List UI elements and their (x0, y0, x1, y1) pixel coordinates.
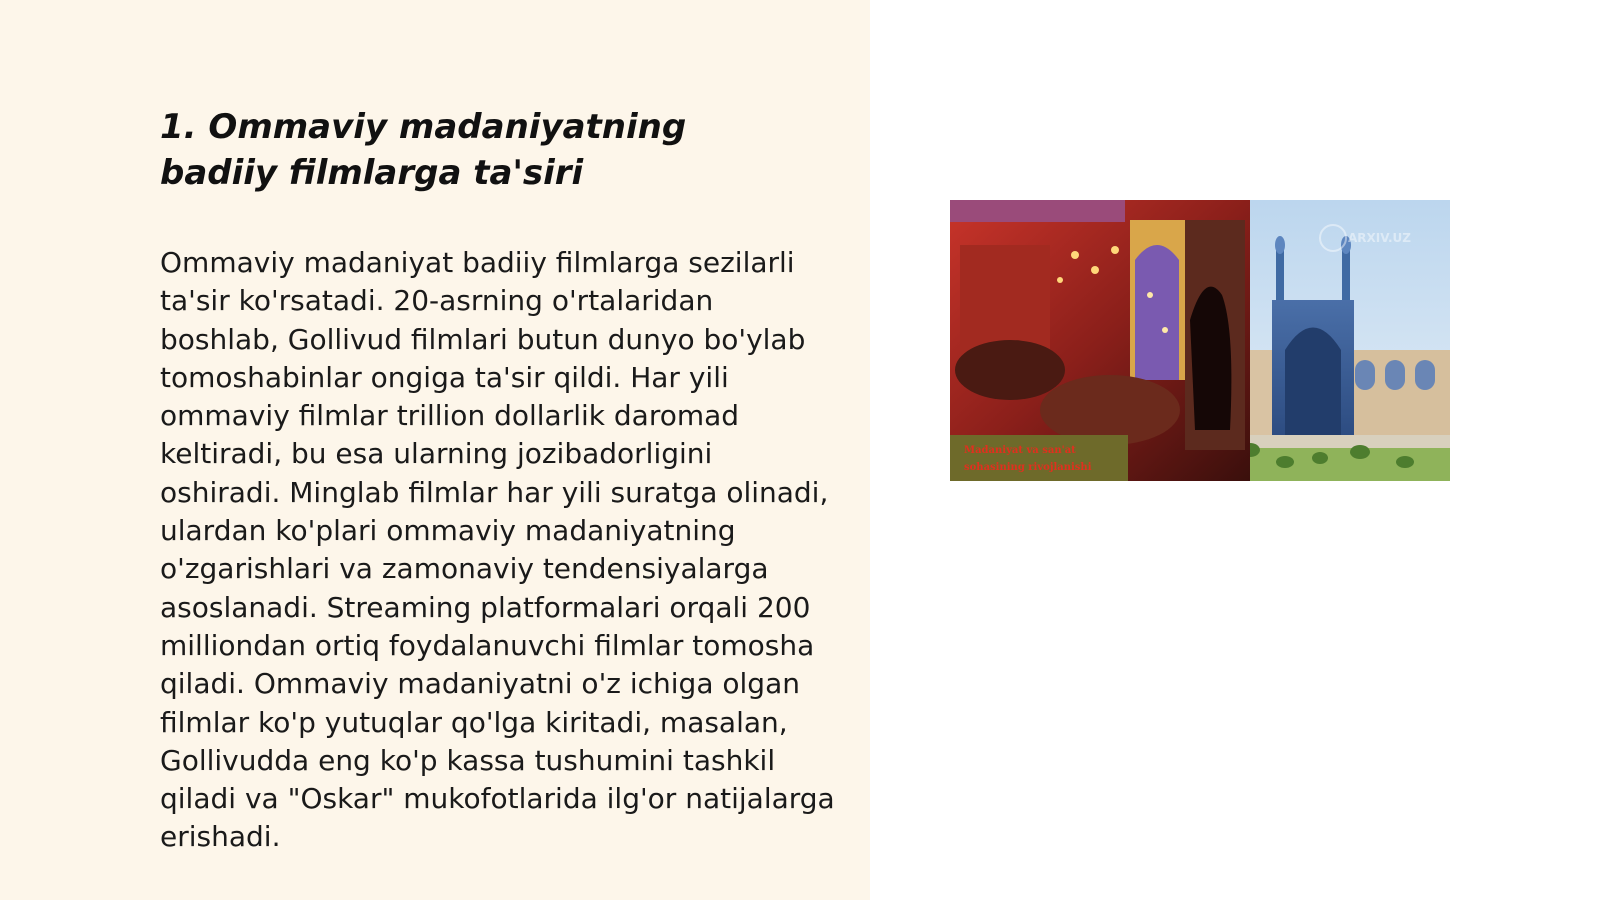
image-caption-line1: Madaniyat va san'at (964, 445, 1076, 456)
image-caption-line2: sohasining rivojlanishi (964, 462, 1092, 473)
caption-strip (950, 435, 1128, 481)
slide-image (950, 200, 1450, 481)
image-watermark: ARXIV.UZ (1348, 231, 1411, 245)
collage-image (950, 200, 1450, 481)
garden (1235, 448, 1450, 481)
figure-silhouette (1190, 287, 1231, 430)
slide-body-text: Ommaviy madaniyat badiiy filmlarga sezilarli ta'sir ko'rsatadi. 20-asrning o'rtalaridan boshlab, Gollivud filmlari butun dunyo bo'ylab tomoshabinlar ongiga ta'sir qildi. Har yili ommaviy filmlar trillion dollarlik daromad keltiradi, bu esa ularning jozibadorligini oshiradi. Minglab filmlar har yili suratga olinadi, ulardan ko'plari ommaviy madaniyatning o'zgarishlari va zamonaviy tendensiyalarga asoslanadi. Streaming platformalari orqali 200 milliondan ortiq foydalanuvchi filmlar tomosha qiladi. Ommaviy madaniyatni o'z ichiga olgan filmlar ko'p yutuqlar qo'lga kiritadi, masalan, Gollivudda eng ko'p kassa tushumini tashkil qiladi va "Oskar" mukofotlarida ilg'or natijalarga erishadi. (160, 246, 835, 854)
slide-title: 1. Ommaviy madaniyatning badiiy filmlarga ta'siri (160, 107, 687, 193)
